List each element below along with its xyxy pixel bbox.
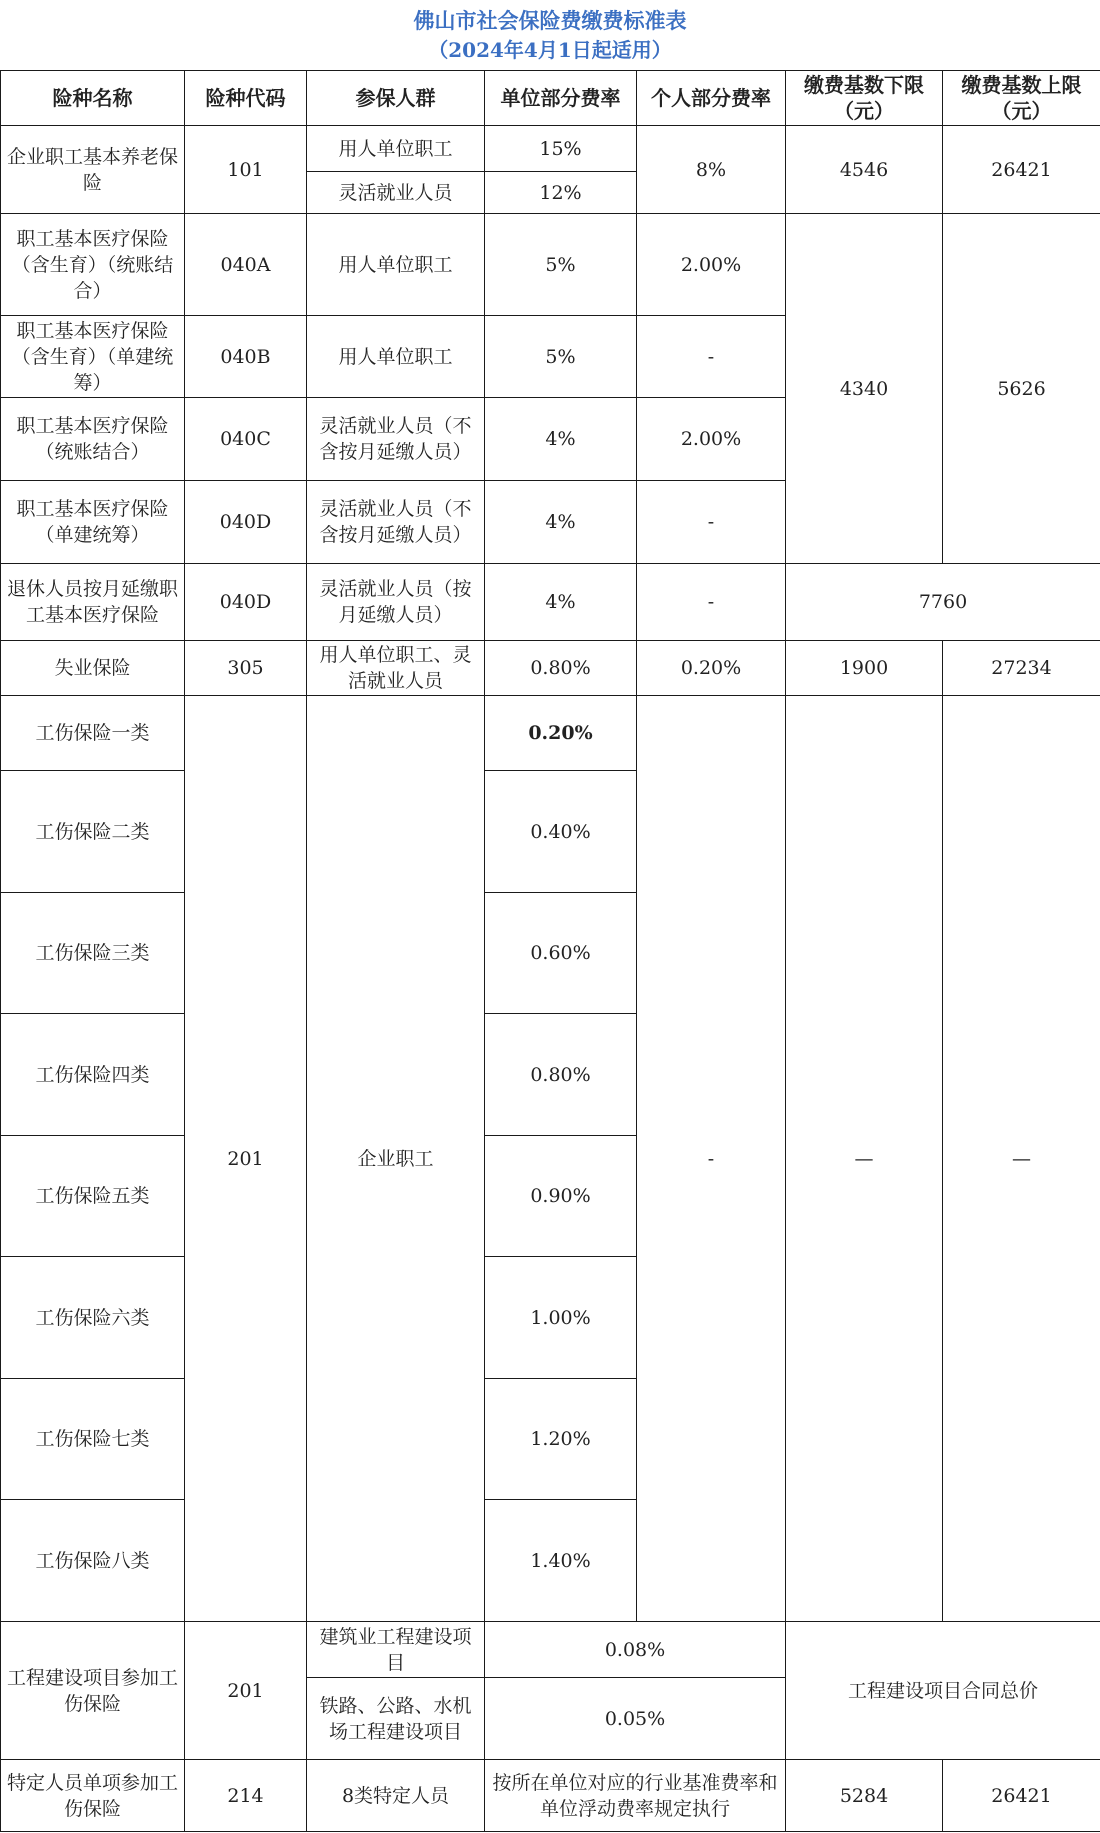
insurance-name-cell: 工伤保险七类 [1, 1379, 185, 1500]
header-cell: 险种名称 [1, 71, 185, 126]
group-cell: 企业职工 [307, 696, 485, 1622]
table-subtitle: （2024年4月1日起适用） [428, 38, 672, 62]
table-row [1, 641, 1100, 696]
header-cell: 单位部分费率 [485, 71, 637, 126]
personal-rate-cell: - [637, 564, 786, 641]
unit-rate-cell: 4% [485, 481, 637, 564]
base-min-cell: 5284 [786, 1760, 943, 1832]
group-cell: 灵活就业人员（不含按月延缴人员） [307, 398, 485, 481]
group-cell: 灵活就业人员（不含按月延缴人员） [307, 481, 485, 564]
base-max-cell: 27234 [943, 641, 1100, 696]
group-cell: 8类特定人员 [307, 1760, 485, 1832]
personal-rate-cell: - [637, 316, 786, 398]
unit-rate-cell: 4% [485, 398, 637, 481]
header-cell: 参保人群 [307, 71, 485, 126]
unit-rate-cell: 5% [485, 214, 637, 316]
insurance-name-cell: 企业职工基本养老保险 [1, 126, 185, 214]
base-min-cell: 4546 [786, 126, 943, 214]
header-row [1, 71, 1100, 126]
contribution-standards-table [0, 70, 1100, 1832]
rate-cell: 按所在单位对应的行业基准费率和单位浮动费率规定执行 [485, 1760, 786, 1832]
header-cell: 个人部分费率 [637, 71, 786, 126]
base-min-cell: 4340 [786, 214, 943, 564]
insurance-name-cell: 职工基本医疗保险（含生育）（统账结合） [1, 214, 185, 316]
group-cell: 建筑业工程建设项目 [307, 1622, 485, 1678]
insurance-code-cell: 214 [185, 1760, 307, 1832]
insurance-name-cell: 失业保险 [1, 641, 185, 696]
insurance-name-cell: 工伤保险八类 [1, 1500, 185, 1622]
base-max-cell: 5626 [943, 214, 1100, 564]
table-title-block [0, 0, 1100, 70]
header-cell: 险种代码 [185, 71, 307, 126]
base-max-cell: 26421 [943, 126, 1100, 214]
group-cell: 铁路、公路、水机场工程建设项目 [307, 1678, 485, 1760]
insurance-code-cell: 201 [185, 696, 307, 1622]
insurance-name-cell: 工伤保险一类 [1, 696, 185, 771]
unit-rate-cell: 0.60% [485, 893, 637, 1014]
insurance-name-cell: 工伤保险六类 [1, 1257, 185, 1379]
insurance-code-cell: 040D [185, 481, 307, 564]
table-row [1, 214, 1100, 316]
rate-cell: 0.05% [485, 1678, 786, 1760]
insurance-name-cell: 职工基本医疗保险（单建统筹） [1, 481, 185, 564]
personal-rate-cell: 8% [637, 126, 786, 214]
table-row [1, 1622, 1100, 1678]
base-cell: 工程建设项目合同总价 [786, 1622, 1100, 1760]
insurance-name-cell: 退休人员按月延缴职工基本医疗保险 [1, 564, 185, 641]
table-row [1, 126, 1100, 172]
unit-rate-cell: 1.40% [485, 1500, 637, 1622]
unit-rate-cell: 0.90% [485, 1136, 637, 1257]
unit-rate-cell: 0.80% [485, 1014, 637, 1136]
group-cell: 用人单位职工、灵活就业人员 [307, 641, 485, 696]
unit-rate-cell: 1.00% [485, 1257, 637, 1379]
insurance-code-cell: 040D [185, 564, 307, 641]
base-min-cell: — [786, 696, 943, 1622]
personal-rate-cell: - [637, 481, 786, 564]
personal-rate-cell: 2.00% [637, 214, 786, 316]
personal-rate-cell: 2.00% [637, 398, 786, 481]
unit-rate-cell: 12% [485, 172, 637, 214]
insurance-code-cell: 040C [185, 398, 307, 481]
base-max-cell: — [943, 696, 1100, 1622]
personal-rate-cell: - [637, 696, 786, 1622]
insurance-name-cell: 工伤保险三类 [1, 893, 185, 1014]
insurance-name-cell: 职工基本医疗保险（含生育）（单建统筹） [1, 316, 185, 398]
base-min-cell: 1900 [786, 641, 943, 696]
table-row [1, 1760, 1100, 1832]
header-cell: 缴费基数下限（元） [786, 71, 943, 126]
base-max-cell: 26421 [943, 1760, 1100, 1832]
table-title: 佛山市社会保险费缴费标准表 [413, 8, 687, 33]
personal-rate-cell: 0.20% [637, 641, 786, 696]
group-cell: 用人单位职工 [307, 214, 485, 316]
unit-rate-cell: 5% [485, 316, 637, 398]
insurance-name-cell: 工程建设项目参加工伤保险 [1, 1622, 185, 1760]
group-cell: 用人单位职工 [307, 126, 485, 172]
base-cell: 7760 [786, 564, 1100, 641]
unit-rate-cell: 1.20% [485, 1379, 637, 1500]
insurance-name-cell: 工伤保险四类 [1, 1014, 185, 1136]
insurance-name-cell: 特定人员单项参加工伤保险 [1, 1760, 185, 1832]
group-cell: 灵活就业人员（按月延缴人员） [307, 564, 485, 641]
table-row [1, 564, 1100, 641]
insurance-name-cell: 工伤保险五类 [1, 1136, 185, 1257]
insurance-code-cell: 101 [185, 126, 307, 214]
insurance-code-cell: 040B [185, 316, 307, 398]
unit-rate-cell: 15% [485, 126, 637, 172]
insurance-name-cell: 工伤保险二类 [1, 771, 185, 893]
insurance-name-cell: 职工基本医疗保险（统账结合） [1, 398, 185, 481]
unit-rate-cell: 4% [485, 564, 637, 641]
unit-rate-cell: 0.20% [485, 696, 637, 771]
insurance-code-cell: 305 [185, 641, 307, 696]
group-cell: 灵活就业人员 [307, 172, 485, 214]
table-row [1, 696, 1100, 771]
rate-cell: 0.08% [485, 1622, 786, 1678]
unit-rate-cell: 0.80% [485, 641, 637, 696]
insurance-code-cell: 040A [185, 214, 307, 316]
unit-rate-cell: 0.40% [485, 771, 637, 893]
group-cell: 用人单位职工 [307, 316, 485, 398]
header-cell: 缴费基数上限（元） [943, 71, 1100, 126]
insurance-code-cell: 201 [185, 1622, 307, 1760]
